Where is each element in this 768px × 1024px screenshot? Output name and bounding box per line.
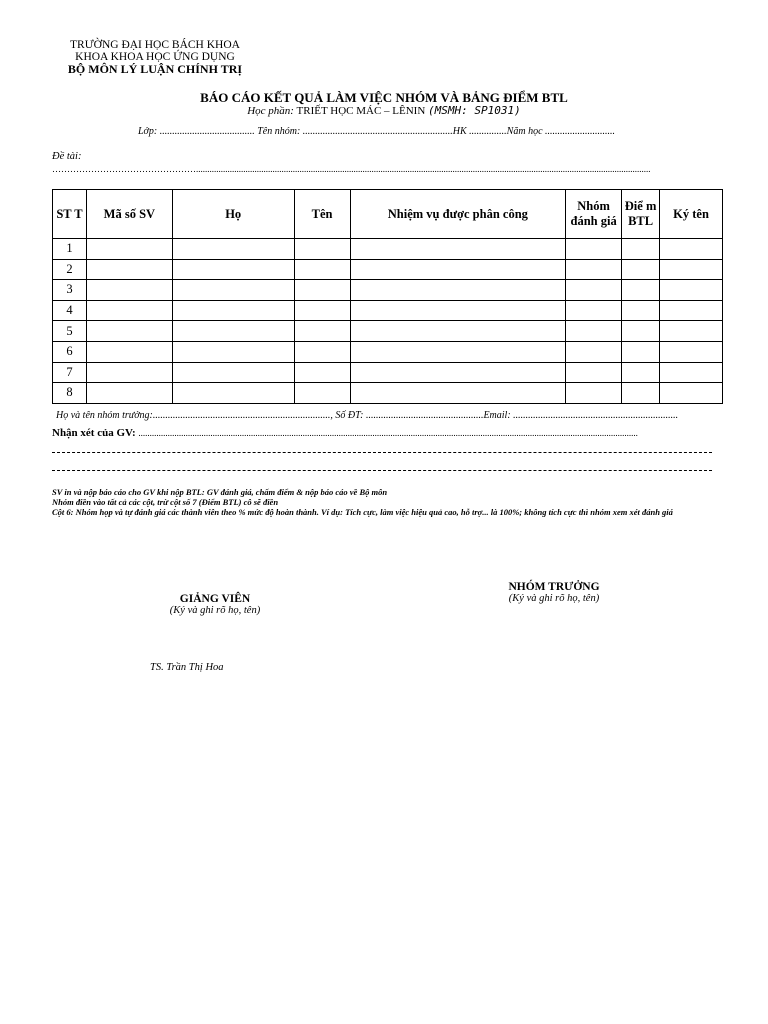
table-row — [53, 280, 723, 301]
lecturer-title: GIẢNG VIÊN — [179, 593, 251, 605]
table-cell — [622, 280, 660, 301]
row-number: 2 — [53, 259, 87, 280]
table-cell — [622, 362, 660, 383]
column-header: Nhóm đánh giá — [566, 190, 622, 239]
table-cell — [294, 362, 350, 383]
table-cell — [172, 259, 294, 280]
table-cell — [86, 383, 172, 404]
table-cell — [566, 259, 622, 280]
table-cell — [294, 383, 350, 404]
table-row — [53, 300, 723, 321]
table-cell — [622, 341, 660, 362]
leader-signature — [484, 581, 624, 604]
table-cell — [350, 321, 566, 342]
lecturer-signature — [145, 593, 285, 616]
comment-line — [52, 427, 712, 439]
table-cell — [294, 341, 350, 362]
table-cell — [622, 300, 660, 321]
leader-title: NHÓM TRƯỞNG — [508, 581, 600, 593]
row-number: 4 — [53, 300, 87, 321]
table-cell — [350, 259, 566, 280]
course-line — [0, 104, 768, 117]
table-cell — [660, 239, 723, 260]
table-cell — [660, 259, 723, 280]
table-cell — [86, 300, 172, 321]
row-number: 8 — [53, 383, 87, 404]
table-cell — [350, 341, 566, 362]
table-cell — [86, 341, 172, 362]
table-row — [53, 341, 723, 362]
table-cell — [294, 321, 350, 342]
table-cell — [622, 383, 660, 404]
table-row — [53, 321, 723, 342]
row-number: 7 — [53, 362, 87, 383]
table-cell — [622, 321, 660, 342]
table-cell — [172, 280, 294, 301]
course-code: (MSMH: SP1031) — [428, 104, 521, 117]
table-cell — [566, 383, 622, 404]
row-number: 6 — [53, 341, 87, 362]
notes — [52, 487, 722, 517]
table-cell — [660, 321, 723, 342]
department-name: BỘ MÔN LÝ LUẬN CHÍNH TRỊ — [67, 62, 243, 76]
table-cell — [294, 300, 350, 321]
column-header: Tên — [294, 190, 350, 239]
course-label: Học phần: — [247, 105, 294, 117]
topic-label: Đề tài: — [52, 151, 82, 162]
table-cell — [172, 321, 294, 342]
lecturer-sub: (Ký và ghi rõ họ, tên) — [169, 605, 261, 616]
table-cell — [660, 300, 723, 321]
note-2: Nhóm điền vào tất cả các cột, trừ cột số 7 (Điểm BTL) cô sẽ điền — [52, 497, 279, 507]
row-number: 1 — [53, 239, 87, 260]
column-header: Mã số SV — [86, 190, 172, 239]
column-header: Điể m BTL — [622, 190, 660, 239]
comment-label: Nhận xét của GV: — [52, 427, 136, 439]
faculty-name: KHOA KHOA HỌC ỨNG DỤNG — [75, 51, 235, 63]
note-3: Cột 6: Nhóm họp và tự đánh giá các thành viên theo % mức độ hoàn thành. Ví dụ: Tích cực, làm việc hiệu quả cao, hỗ trợ... là 100%; không tích cực thì nhóm xem xét đánh giá — [52, 507, 673, 517]
table-header-row — [53, 190, 723, 239]
class-info-line: Lớp: ...................................... Tên nhóm: ............................................................HK ...............Năm học ............................ — [138, 126, 616, 137]
table-cell — [566, 341, 622, 362]
table-cell — [350, 383, 566, 404]
table-cell — [566, 280, 622, 301]
table-cell — [660, 362, 723, 383]
table-row — [53, 239, 723, 260]
table-cell — [294, 280, 350, 301]
table-cell — [172, 300, 294, 321]
row-number: 3 — [53, 280, 87, 301]
table-cell — [172, 239, 294, 260]
table-cell — [660, 341, 723, 362]
leader-info-line: Họ và tên nhóm trưởng:......................................................................., Số ĐT: ...............................................Email: .................................................................. — [56, 410, 679, 421]
table-cell — [294, 259, 350, 280]
table-cell — [86, 239, 172, 260]
university-name: TRƯỜNG ĐẠI HỌC BÁCH KHOA — [70, 39, 240, 51]
table-cell — [350, 239, 566, 260]
column-header: ST T — [53, 190, 87, 239]
comment-line-3 — [52, 470, 712, 471]
column-header: Ký tên — [660, 190, 723, 239]
table-cell — [350, 362, 566, 383]
table-cell — [172, 383, 294, 404]
score-table — [52, 189, 723, 404]
report-title: BÁO CÁO KẾT QUẢ LÀM VIỆC NHÓM VÀ BẢNG ĐIỂM BTL — [200, 90, 568, 105]
table-cell — [622, 239, 660, 260]
table-cell — [566, 362, 622, 383]
note-1: SV in và nộp báo cáo cho GV khi nộp BTL: GV đánh giá, chấm điểm & nộp báo cáo về Bộ môn — [52, 487, 388, 497]
table-cell — [660, 383, 723, 404]
comment-dots: .............................................................................................................................................................................................................................. — [138, 428, 638, 438]
table-cell — [660, 280, 723, 301]
university-header — [60, 39, 250, 75]
row-number: 5 — [53, 321, 87, 342]
table-row — [53, 259, 723, 280]
leader-sub: (Ký và ghi rõ họ, tên) — [508, 593, 600, 604]
table-cell — [172, 362, 294, 383]
table-cell — [86, 362, 172, 383]
table-cell — [350, 280, 566, 301]
table-cell — [172, 341, 294, 362]
table-cell — [350, 300, 566, 321]
table-cell — [566, 239, 622, 260]
table-cell — [294, 239, 350, 260]
table-cell — [566, 300, 622, 321]
lecturer-name: TS. Trần Thị Hoa — [150, 662, 224, 673]
table-cell — [86, 259, 172, 280]
table-row — [53, 362, 723, 383]
course-name: TRIẾT HỌC MÁC – LÊNIN — [296, 105, 426, 117]
column-header: Họ — [172, 190, 294, 239]
table-cell — [86, 280, 172, 301]
table-cell — [622, 259, 660, 280]
topic-dots: ………………………………………….......................................................................................................................................................................................................... — [52, 164, 651, 174]
table-cell — [86, 321, 172, 342]
table-cell — [566, 321, 622, 342]
comment-line-2 — [52, 452, 712, 453]
column-header: Nhiệm vụ được phân công — [350, 190, 566, 239]
table-row — [53, 383, 723, 404]
